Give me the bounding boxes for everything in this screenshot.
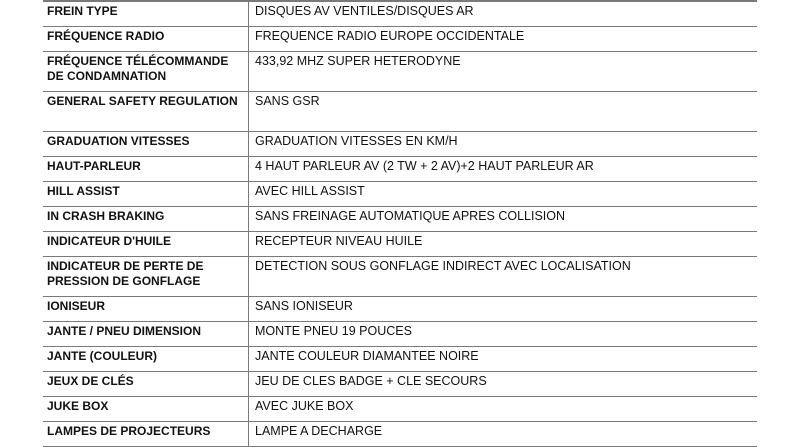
table-row — [43, 322, 757, 347]
spec-value: AVEC JUKE BOX — [249, 397, 758, 422]
table-row — [43, 52, 757, 92]
table-row — [43, 422, 757, 447]
spec-value: SANS GSR — [249, 92, 758, 132]
spec-label: FREIN TYPE — [43, 2, 249, 27]
spec-label: LAMPES DE PROJECTEURS — [43, 422, 249, 447]
spec-value: DISQUES AV VENTILES/DISQUES AR — [249, 2, 758, 27]
spec-label: IN CRASH BRAKING — [43, 207, 249, 232]
table-row — [43, 157, 757, 182]
specifications-table — [43, 0, 757, 447]
spec-label: INDICATEUR DE PERTE DE PRESSION DE GONFLAGE — [43, 257, 249, 297]
spec-value: AVEC HILL ASSIST — [249, 182, 758, 207]
spec-value: MONTE PNEU 19 POUCES — [249, 322, 758, 347]
spec-label: JANTE / PNEU DIMENSION — [43, 322, 249, 347]
table-row — [43, 27, 757, 52]
spec-value: LAMPE A DECHARGE — [249, 422, 758, 447]
spec-value: 433,92 MHZ SUPER HETERODYNE — [249, 52, 758, 92]
table-row — [43, 257, 757, 297]
spec-label: GENERAL SAFETY REGULATION — [43, 92, 249, 132]
table-row — [43, 347, 757, 372]
spec-label: JUKE BOX — [43, 397, 249, 422]
spec-label: FRÉQUENCE TÉLÉCOMMANDE DE CONDAMNATION — [43, 52, 249, 92]
table-row — [43, 297, 757, 322]
table-row — [43, 132, 757, 157]
spec-value: SANS IONISEUR — [249, 297, 758, 322]
table-row — [43, 232, 757, 257]
table-row — [43, 2, 757, 27]
spec-value: RECEPTEUR NIVEAU HUILE — [249, 232, 758, 257]
spec-value: 4 HAUT PARLEUR AV (2 TW + 2 AV)+2 HAUT PARLEUR AR — [249, 157, 758, 182]
table-row — [43, 92, 757, 132]
spec-label: HILL ASSIST — [43, 182, 249, 207]
spec-label: FRÉQUENCE RADIO — [43, 27, 249, 52]
table-row — [43, 372, 757, 397]
spec-label: IONISEUR — [43, 297, 249, 322]
table-row — [43, 207, 757, 232]
spec-value: JEU DE CLES BADGE + CLE SECOURS — [249, 372, 758, 397]
spec-value: JANTE COULEUR DIAMANTEE NOIRE — [249, 347, 758, 372]
table-row — [43, 397, 757, 422]
spec-value: FREQUENCE RADIO EUROPE OCCIDENTALE — [249, 27, 758, 52]
spec-value: DETECTION SOUS GONFLAGE INDIRECT AVEC LOCALISATION — [249, 257, 758, 297]
spec-label: INDICATEUR D'HUILE — [43, 232, 249, 257]
spec-value: SANS FREINAGE AUTOMATIQUE APRES COLLISION — [249, 207, 758, 232]
spec-value: GRADUATION VITESSES EN KM/H — [249, 132, 758, 157]
table-row — [43, 182, 757, 207]
spec-label: GRADUATION VITESSES — [43, 132, 249, 157]
spec-label: JANTE (COULEUR) — [43, 347, 249, 372]
spec-label: HAUT-PARLEUR — [43, 157, 249, 182]
spec-label: JEUX DE CLÉS — [43, 372, 249, 397]
